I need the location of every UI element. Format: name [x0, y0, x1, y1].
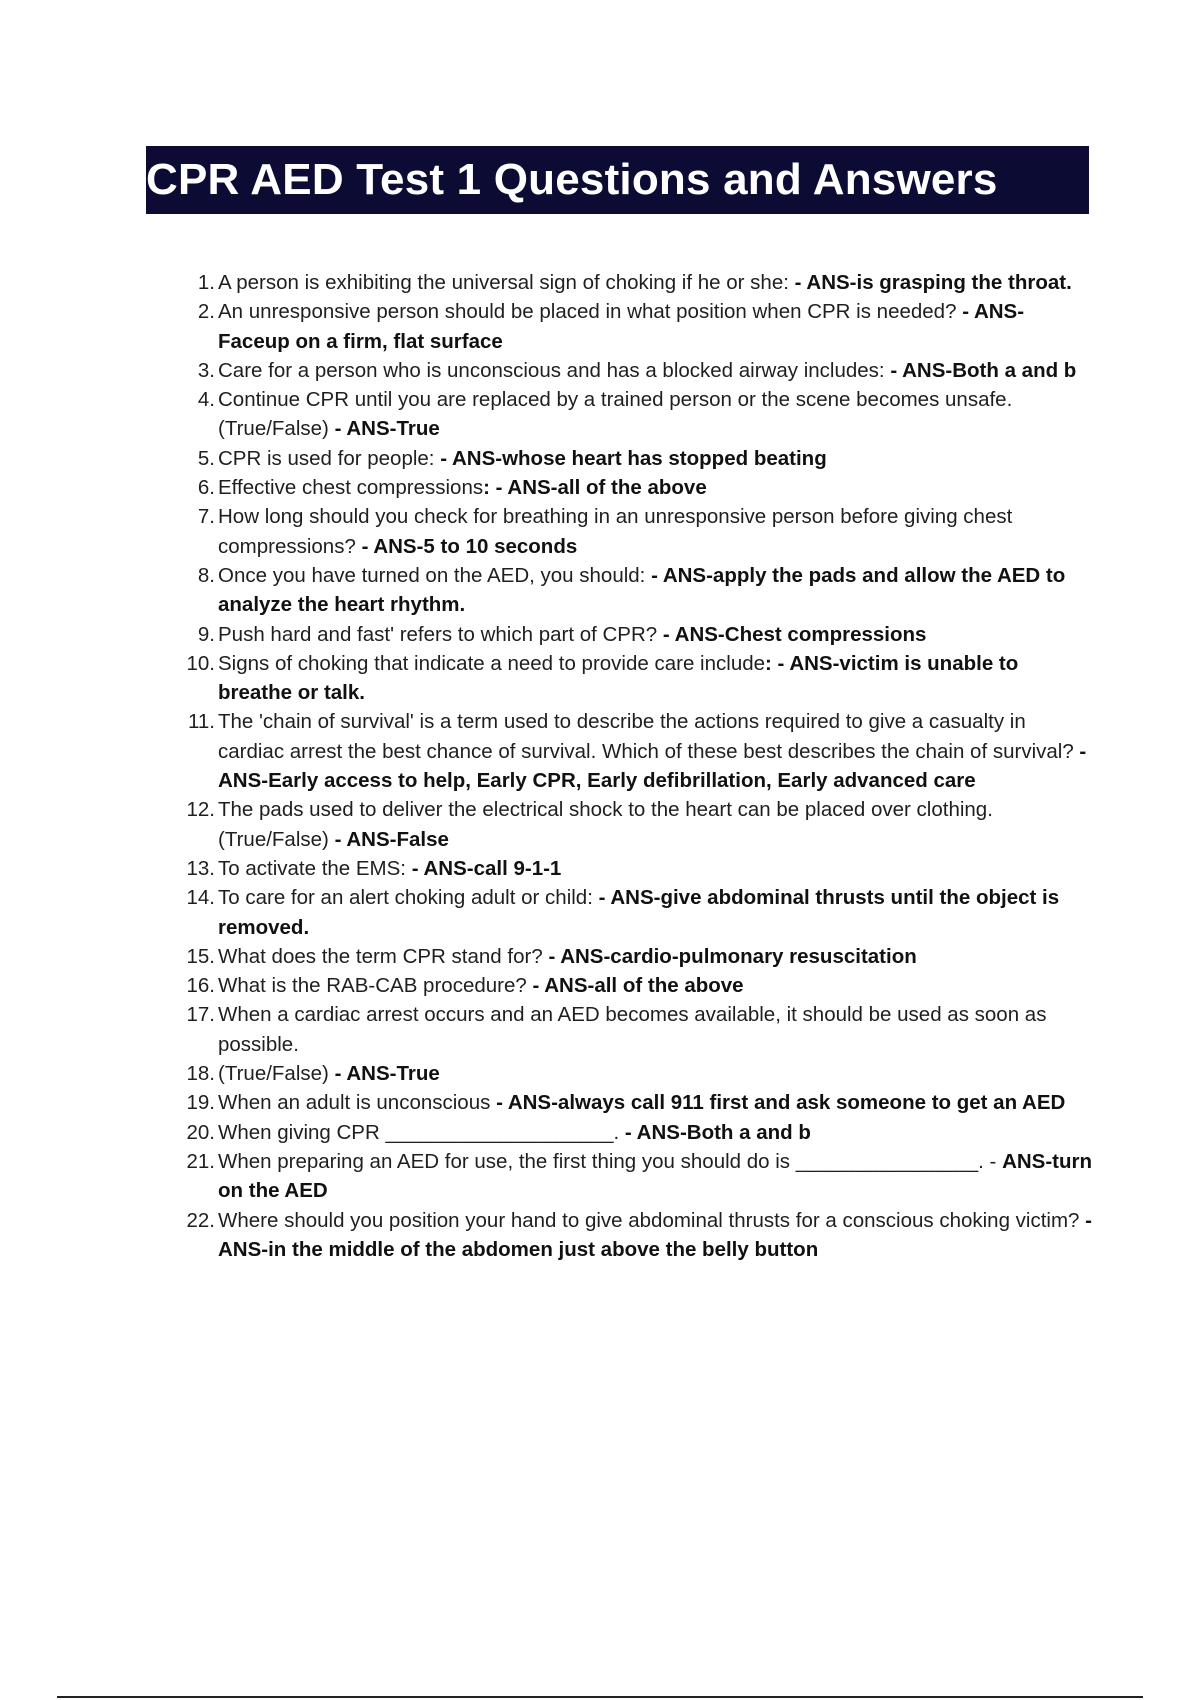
- list-item: [175, 1059, 1095, 1088]
- item-number: 22.: [186, 1208, 215, 1232]
- question-text: A person is exhibiting the universal sign of choking if he or she:: [218, 271, 795, 294]
- list-item: [175, 268, 1095, 297]
- item-number: 6.: [197, 476, 215, 500]
- item-number: 7.: [197, 505, 215, 529]
- item-number: 10.: [186, 651, 215, 675]
- list-item: [175, 971, 1095, 1000]
- answer-text: - ANS-apply the pads and allow the AED to analyze the heart rhythm.: [218, 563, 1066, 617]
- item-number: 20.: [186, 1120, 215, 1144]
- question-list: [175, 268, 1095, 1264]
- answer-text: - ANS-Early access to help, Early CPR, Early defibrillation, Early advanced care: [218, 739, 1087, 793]
- list-item: [175, 561, 1095, 620]
- list-item: [175, 1147, 1095, 1206]
- question-text: The 'chain of survival' is a term used to describe the actions required to give a casualty in cardiac arrest the best chance of survival. Which of these best describes the chain of survival?: [218, 710, 1080, 763]
- item-number: 21.: [186, 1149, 215, 1173]
- list-item: [175, 942, 1095, 971]
- item-number: 5.: [197, 446, 215, 470]
- item-number: 15.: [186, 944, 215, 968]
- item-number: 8.: [197, 563, 215, 587]
- question-text: To care for an alert choking adult or child:: [218, 886, 599, 910]
- answer-text: - ANS-5 to 10 seconds: [361, 534, 578, 558]
- question-text: Where should you position your hand to give abdominal thrusts for a conscious choking victim?: [218, 1208, 1086, 1232]
- answer-text: - ANS-Both a and b: [890, 358, 1077, 382]
- answer-text: - ANS-False: [334, 827, 449, 851]
- answer-text: - ANS-cardio-pulmonary resuscitation: [548, 944, 917, 968]
- list-item: [175, 883, 1095, 942]
- question-text: What does the term CPR stand for?: [218, 944, 549, 968]
- list-item: [175, 1000, 1095, 1059]
- item-number: 14.: [186, 886, 215, 910]
- question-text: To activate the EMS:: [218, 856, 412, 880]
- item-number: 4.: [197, 388, 215, 412]
- answer-text: - ANS-is grasping the throat.: [794, 271, 1072, 294]
- answer-text: - ANS-call 9-1-1: [411, 856, 562, 880]
- answer-text: ANS-turn on the AED: [218, 1149, 1093, 1203]
- list-item: [175, 1088, 1095, 1117]
- item-number: 2.: [197, 300, 215, 324]
- question-text: Push hard and fast' refers to which part of CPR?: [218, 622, 663, 646]
- answer-text: : - ANS-all of the above: [483, 476, 707, 500]
- item-number: 9.: [197, 622, 215, 646]
- question-text: What is the RAB-CAB procedure?: [218, 974, 533, 998]
- question-text: When an adult is unconscious: [218, 1091, 497, 1115]
- list-item: [175, 854, 1095, 883]
- question-text: When giving CPR ____________________.: [218, 1120, 625, 1144]
- answer-text: - ANS-always call 911 first and ask someone to get an AED: [496, 1091, 1066, 1115]
- item-number: 18.: [186, 1062, 215, 1086]
- question-text: Signs of choking that indicate a need to provide care include: [218, 651, 766, 675]
- answer-text: - ANS-True: [334, 1062, 440, 1086]
- list-item: [175, 444, 1095, 473]
- question-text: (True/False): [218, 1062, 335, 1086]
- list-item: [175, 356, 1095, 385]
- item-number: 19.: [186, 1091, 215, 1115]
- list-item: [175, 473, 1095, 502]
- answer-text: - ANS-give abdominal thrusts until the object is removed.: [218, 886, 1060, 939]
- answer-text: - ANS-Chest compressions: [662, 622, 927, 646]
- question-text: The pads used to deliver the electrical shock to the heart can be placed over clothing. (True/False): [218, 798, 993, 851]
- page-title: CPR AED Test 1 Questions and Answers: [146, 155, 998, 204]
- title-banner: [146, 146, 1089, 214]
- item-number: 17.: [186, 1003, 215, 1027]
- list-item: [175, 1206, 1095, 1265]
- item-number: 16.: [186, 974, 215, 998]
- question-text: Care for a person who is unconscious and has a blocked airway includes:: [218, 358, 891, 382]
- question-text: CPR is used for people:: [218, 446, 441, 470]
- answer-text: - ANS-Both a and b: [624, 1120, 811, 1144]
- question-text: How long should you check for breathing in an unresponsive person before giving chest compressions?: [218, 505, 1013, 558]
- question-text: Effective chest compressions: [218, 476, 484, 500]
- list-item: [175, 1118, 1095, 1147]
- item-number: 12.: [186, 798, 215, 822]
- answer-text: - ANS-all of the above: [532, 974, 744, 998]
- list-item: [175, 297, 1095, 356]
- list-item: [175, 707, 1095, 795]
- list-item: [175, 649, 1095, 708]
- question-text: Once you have turned on the AED, you should:: [218, 563, 652, 587]
- answer-text: - ANS-in the middle of the abdomen just above the belly button: [218, 1208, 1092, 1261]
- item-number: 11.: [188, 710, 215, 734]
- answer-text: - ANS-Faceup on a firm, flat surface: [218, 300, 1025, 353]
- question-text: When a cardiac arrest occurs and an AED becomes available, it should be used as soon as possible.: [218, 1003, 1047, 1056]
- answer-text: - ANS-True: [334, 417, 440, 441]
- list-item: [175, 620, 1095, 649]
- list-item: [175, 795, 1095, 854]
- page-bottom-divider: [57, 1696, 1143, 1698]
- question-text: An unresponsive person should be placed in what position when CPR is needed?: [218, 300, 963, 324]
- item-number: 1.: [197, 271, 215, 294]
- answer-text: : - ANS-victim is unable to breathe or talk.: [218, 651, 1019, 705]
- answer-text: - ANS-whose heart has stopped beating: [440, 446, 827, 470]
- list-item: [175, 502, 1095, 561]
- list-item: [175, 385, 1095, 444]
- question-text: Continue CPR until you are replaced by a trained person or the scene becomes unsafe. (True/False): [218, 388, 1013, 441]
- item-number: 3.: [197, 358, 215, 382]
- item-number: 13.: [186, 856, 215, 880]
- question-text: When preparing an AED for use, the first thing you should do is ________________. -: [218, 1149, 1003, 1173]
